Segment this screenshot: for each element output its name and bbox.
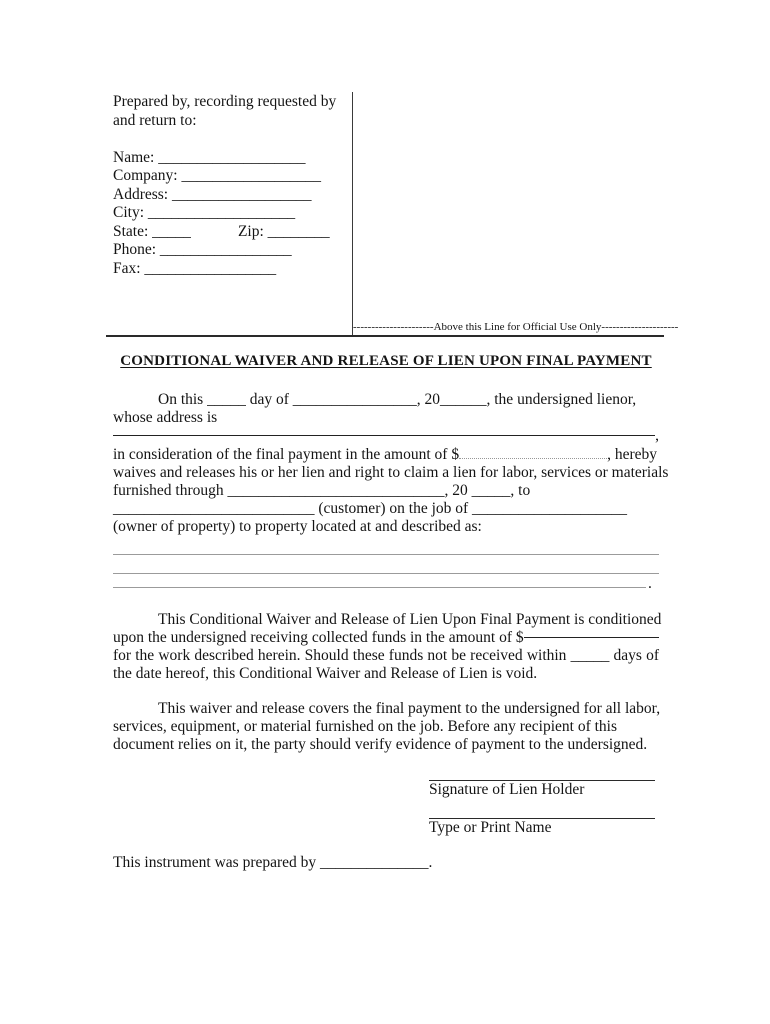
- official-use-vertical-divider: [352, 92, 353, 337]
- paragraph3-line4: the date hereof, this Conditional Waiver and Release of Lien is void.: [113, 665, 538, 682]
- paragraph1-line2: whose address is: [113, 409, 218, 426]
- paragraph3-line1: This Conditional Waiver and Release of Lien Upon Final Payment is conditioned: [158, 611, 662, 628]
- paragraph1-line1: On this _____ day of ________________, 20______, the undersigned lienor,: [158, 391, 637, 408]
- property-description-blank: [113, 574, 646, 588]
- spacer: [113, 683, 659, 700]
- trailing-comma: ,: [655, 427, 659, 444]
- property-description-line-3: [113, 574, 659, 592]
- final-payment-amount-blank: [459, 445, 607, 459]
- field-phone: Phone: _________________: [113, 241, 292, 258]
- paragraph3-line2-text: upon the undersigned receiving collected funds in the amount of $: [113, 629, 524, 646]
- spacer: [113, 592, 659, 611]
- field-address: Address: __________________: [113, 185, 312, 203]
- field-company: Company: __________________: [113, 167, 321, 184]
- paragraph3-line3: for the work described herein. Should these funds not be received within _____ days of: [113, 647, 659, 664]
- paragraph4-line2: services, equipment, or material furnished on the job. Before any recipient of this: [113, 718, 618, 735]
- signature-line-label: Signature of Lien Holder: [429, 781, 585, 798]
- official-use-label: ----------------------Above this Line for Official Use Only---------------------: [353, 321, 679, 333]
- paragraph2-line2: [113, 445, 659, 464]
- lienor-address-blank-line: [113, 427, 659, 445]
- official-use-horizontal-rule: [106, 335, 664, 337]
- prepared-by-heading-line2: and return to:: [113, 111, 197, 129]
- document-body: [113, 391, 669, 754]
- paragraph4-line1: This waiver and release covers the final payment to the undersigned for all labor,: [158, 700, 661, 717]
- field-fax: Fax: _________________: [113, 259, 277, 277]
- paragraph2-line6: (owner of property) to property located at and described as:: [113, 518, 482, 535]
- document-title: CONDITIONAL WAIVER AND RELEASE OF LIEN UPON FINAL PAYMENT: [120, 353, 652, 369]
- field-zip: Zip: ________: [237, 222, 330, 240]
- signature-block: [429, 780, 655, 837]
- field-name: Name: ___________________: [113, 148, 306, 166]
- description-period: .: [648, 575, 652, 592]
- paragraph3-line2: [113, 629, 659, 647]
- field-state: State: _____: [113, 222, 191, 240]
- prepared-by-footer: This instrument was prepared by ______________.: [113, 854, 433, 871]
- paragraph2-line2-suffix: , hereby: [607, 446, 658, 463]
- field-city: City: ___________________: [113, 204, 296, 221]
- paragraph4-line3: document relies on it, the party should verify evidence of payment to the undersigned.: [113, 736, 648, 753]
- print-name-label: Type or Print Name: [429, 819, 552, 836]
- paragraph2-line3: waives and releases his or her lien and right to claim a lien for labor, services or materials: [113, 464, 669, 481]
- paragraph2-line4: furnished through ____________________________, 20 _____, to: [113, 482, 531, 499]
- property-description-line-1: [113, 536, 659, 555]
- return-address-block: [113, 93, 355, 278]
- paragraph2-line5: __________________________ (customer) on the job of ____________________: [113, 500, 628, 517]
- spacer: [113, 130, 355, 149]
- paragraph2-line2-text: in consideration of the final payment in the amount of $: [113, 446, 460, 463]
- property-description-line-2: [113, 555, 659, 574]
- field-state-zip: [113, 223, 355, 242]
- prepared-by-heading-line1: Prepared by, recording requested by: [113, 93, 337, 110]
